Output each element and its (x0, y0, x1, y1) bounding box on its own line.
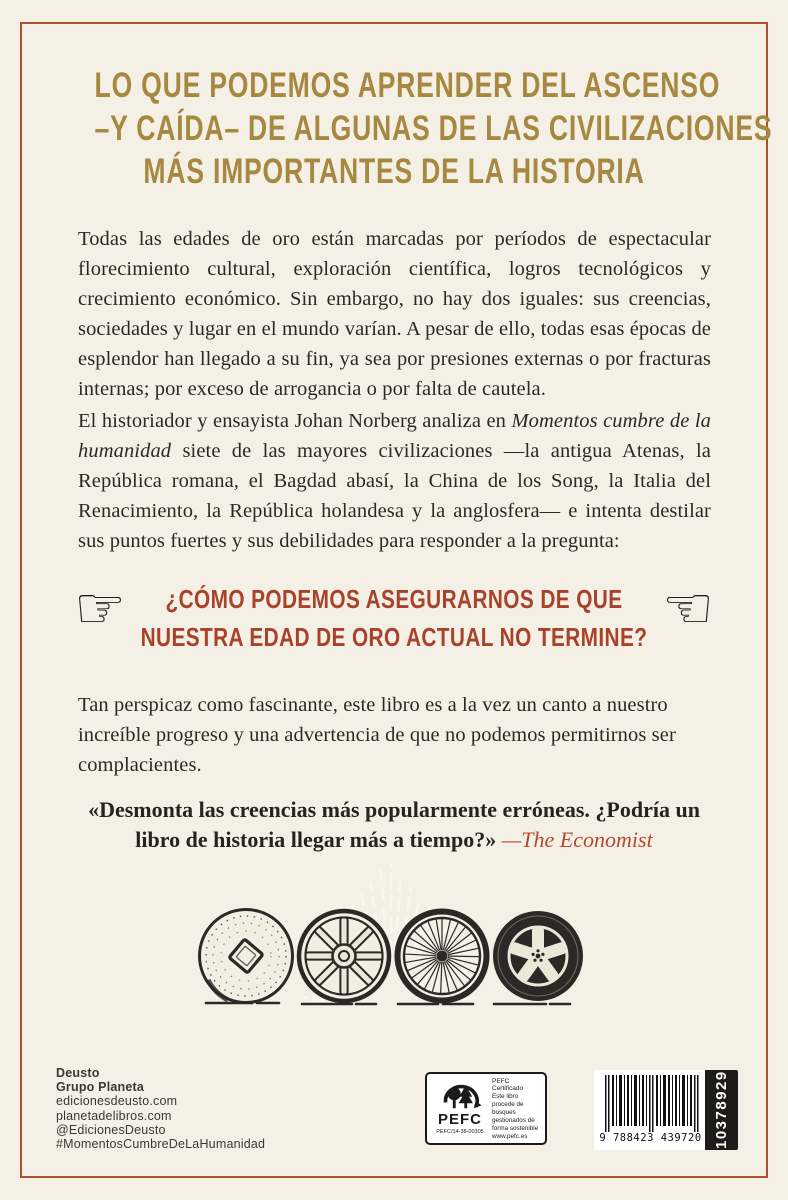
wheel-evolution-svg (194, 856, 594, 1020)
barcode-label (594, 1070, 738, 1150)
intro-paragraph: Todas las edades de oro están marcadas por períodos de espectacular florecimiento cultural, exploración científica, logros tecnológicos y crecimiento económico. Sin embargo, no hay dos iguales: sus creencias, sociedades y lugar en el mundo varían. A pesar de ello, todas esas épocas de esplendor han llegado a su fin, ya sea por presiones externas o por fracturas internas; por exceso de arrogancia o por falta de cautela. (78, 228, 711, 400)
wooden-spoked-wheel-icon (299, 911, 389, 1001)
headline-line-3: MÁS IMPORTANTES DE LA HISTORIA (143, 152, 645, 191)
publisher-url-1: edicionesdeusto.com (56, 1094, 178, 1109)
manicule-pointing-right-icon: ☞ (74, 574, 126, 642)
question-line-1: ¿CÓMO PODEMOS ASEGURARNOS DE QUE (165, 584, 623, 614)
author-paragraph (78, 406, 711, 556)
headline (0, 64, 788, 193)
publisher-block (56, 1066, 265, 1151)
pefc-certification-label (425, 1072, 547, 1145)
pefc-url: www.pefc.es (492, 1133, 528, 1140)
publisher-imprint: Deusto (56, 1066, 100, 1080)
book-title: Momentos cumbre de la humanidad (78, 410, 711, 462)
press-quote-text: «Desmonta las creencias más popularmente erróneas. ¿Podría un libro de historia llegar más a tiempo?» (88, 797, 700, 852)
pefc-logo-icon (438, 1078, 482, 1114)
pefc-description: Este libro procede de bosques gestionados de forma sostenible (492, 1092, 539, 1132)
headline-line-2: –Y CAÍDA– DE ALGUNAS DE LAS CIVILIZACIONES (94, 109, 773, 148)
pefc-wordmark: PEFC (437, 1111, 482, 1128)
wheel-evolution-illustration (194, 856, 594, 1020)
closing-paragraph: Tan perspicaz como fascinante, este libro es a la vez un canto a nuestro increíble progreso y una advertencia de que no podemos permitirnos ser complacientes. (78, 694, 676, 776)
reference-number-strip: 10378929 (705, 1070, 738, 1150)
author-paragraph-end: siete de las mayores civilizaciones —la antigua Atenas, la República romana, el Bagdad abasí, la China de los Song, la Italia del Renacimiento, la República holandesa y la anglosfera— e intenta destilar sus puntos fuertes y sus debilidades para responder a la pregunta: (78, 440, 711, 552)
question-line-2: NUESTRA EDAD DE ORO ACTUAL NO TERMINE? (140, 622, 648, 652)
publisher-social-handle: @EdicionesDeusto (56, 1122, 166, 1137)
pefc-text-block (488, 1078, 541, 1140)
isbn-number: 9 788423 439720 (599, 1132, 702, 1144)
headline-line-1: LO QUE PODEMOS APRENDER DEL ASCENSO (94, 66, 721, 105)
publisher-url-2: planetadelibros.com (56, 1108, 172, 1123)
ground-shadows (206, 1003, 578, 1004)
car-alloy-wheel-icon (493, 911, 583, 1001)
pefc-logo-block (432, 1078, 488, 1140)
pefc-cert-code: PEFC/14-38-00305 (436, 1129, 484, 1135)
author-paragraph-start: El historiador y ensayista Johan Norberg analiza en (78, 410, 512, 432)
pefc-title: PEFC Certificado (492, 1078, 524, 1092)
press-quote (84, 795, 704, 855)
publisher-group: Grupo Planeta (56, 1080, 145, 1095)
publisher-hashtag: #MomentosCumbreDeLaHumanidad (56, 1137, 266, 1152)
barcode-bars-icon (603, 1075, 699, 1133)
press-quote-attribution: —The Economist (501, 827, 653, 852)
stone-wheel-icon (200, 910, 293, 1003)
barcode (594, 1070, 705, 1150)
manicule-pointing-left-icon: ☜ (662, 574, 714, 642)
bicycle-wheel-icon (398, 912, 487, 1001)
